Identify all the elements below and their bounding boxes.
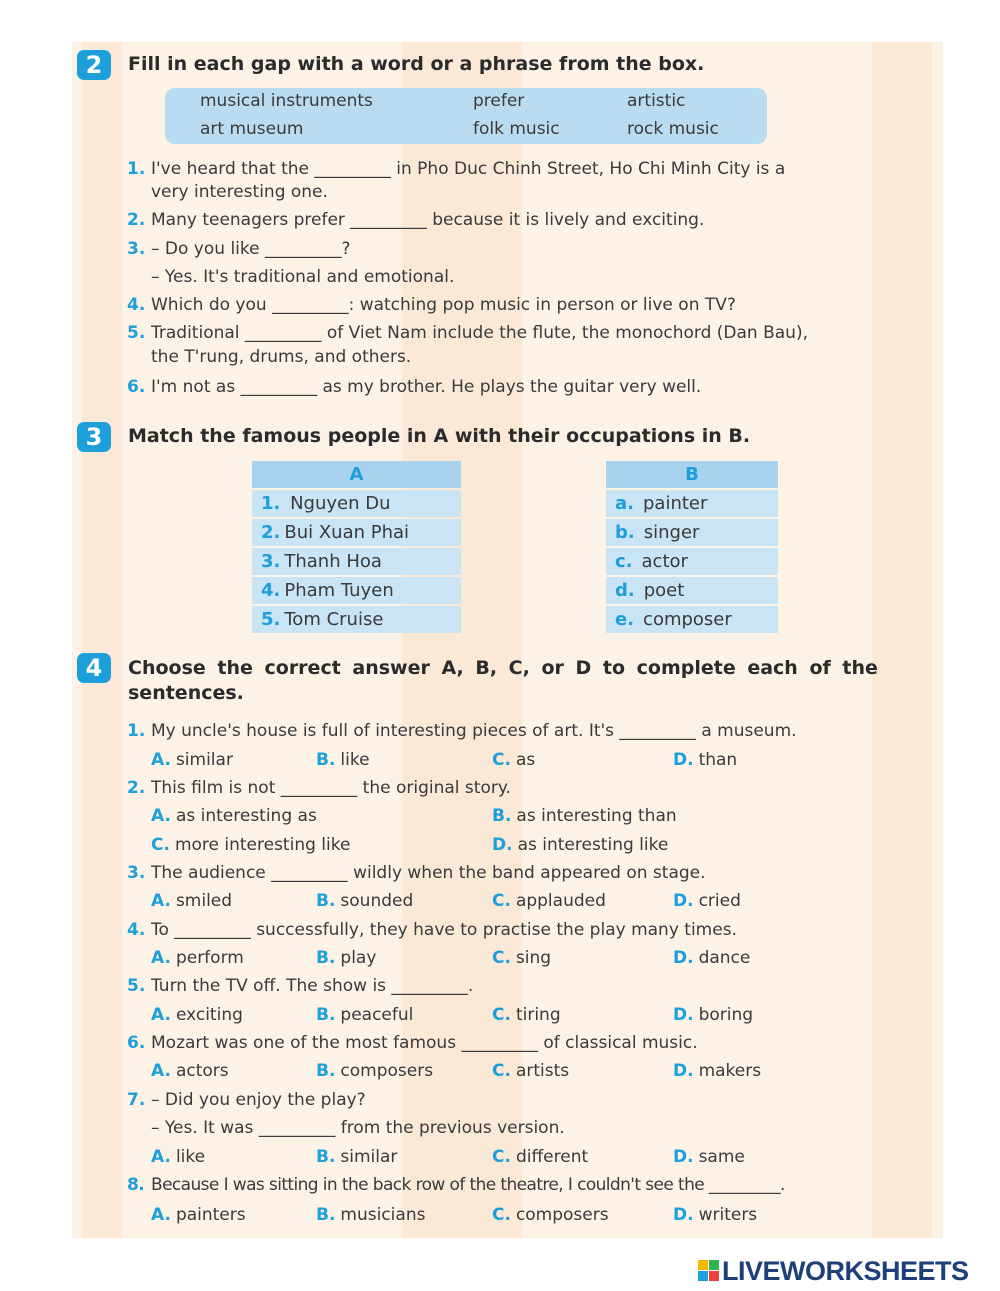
question-line bbox=[127, 1032, 698, 1054]
answer-option[interactable] bbox=[316, 1004, 413, 1026]
option-text: as bbox=[515, 750, 536, 770]
answer-option[interactable] bbox=[673, 749, 737, 771]
row-value: Thanh Hoa bbox=[284, 551, 382, 572]
question-number: 3. bbox=[127, 239, 146, 259]
answer-option[interactable] bbox=[673, 1146, 745, 1168]
question-text: – Yes. It was _________ from the previous version. bbox=[151, 1118, 565, 1138]
answer-option[interactable] bbox=[492, 947, 551, 969]
row-key: 1. bbox=[261, 493, 281, 514]
word-box-item: rock music bbox=[627, 119, 719, 139]
answer-option[interactable] bbox=[673, 1060, 761, 1082]
answer-option[interactable] bbox=[151, 1146, 205, 1168]
live-logo-icon bbox=[698, 1260, 722, 1282]
question-line bbox=[151, 1117, 565, 1139]
answer-option[interactable] bbox=[316, 890, 413, 912]
option-letter: D. bbox=[673, 891, 694, 911]
option-letter: A. bbox=[151, 948, 171, 968]
row-key: 4. bbox=[261, 580, 281, 601]
question-text: Which do you _________: watching pop music in person or live on TV? bbox=[151, 295, 736, 315]
question-text: I'm not as _________ as my brother. He plays the guitar very well. bbox=[151, 377, 702, 397]
answer-option[interactable] bbox=[316, 1204, 425, 1226]
liveworksheets-logo bbox=[698, 1256, 969, 1287]
option-letter: C. bbox=[492, 891, 511, 911]
row-value: painter bbox=[642, 493, 708, 514]
row-key: b. bbox=[615, 522, 635, 543]
row-value: singer bbox=[643, 522, 700, 543]
question-line bbox=[127, 1174, 785, 1196]
option-letter: A. bbox=[151, 891, 171, 911]
option-text: sounded bbox=[340, 891, 414, 911]
question-line bbox=[127, 777, 511, 799]
option-letter: B. bbox=[316, 1147, 336, 1167]
option-letter: D. bbox=[673, 1147, 694, 1167]
option-letter: C. bbox=[492, 1147, 511, 1167]
table-row bbox=[606, 606, 778, 633]
option-letter: B. bbox=[316, 891, 336, 911]
option-letter: C. bbox=[492, 1205, 511, 1225]
question-number: 7. bbox=[127, 1090, 146, 1110]
answer-option[interactable] bbox=[492, 890, 606, 912]
option-text: similar bbox=[340, 1147, 398, 1167]
question-line bbox=[127, 1089, 366, 1111]
option-letter: D. bbox=[673, 1005, 694, 1025]
answer-option[interactable] bbox=[492, 1060, 569, 1082]
option-letter: C. bbox=[492, 948, 511, 968]
option-text: like bbox=[340, 750, 370, 770]
option-letter: C. bbox=[492, 750, 511, 770]
table-header: A bbox=[252, 461, 461, 488]
question-text: Mozart was one of the most famous _________ of classical music. bbox=[151, 1033, 698, 1053]
question-text: Turn the TV off. The show is _________. bbox=[151, 976, 474, 996]
section-title: sentences. bbox=[128, 682, 244, 704]
question-text: very interesting one. bbox=[151, 182, 328, 202]
option-letter: A. bbox=[151, 1205, 171, 1225]
option-text: like bbox=[175, 1147, 206, 1167]
section-number-badge: 4 bbox=[77, 653, 111, 683]
question-text: My uncle's house is full of interesting pieces of art. It's _________ a museum. bbox=[151, 721, 797, 741]
question-number: 2. bbox=[127, 210, 146, 230]
table-header: B bbox=[606, 461, 778, 488]
option-letter: A. bbox=[151, 806, 171, 826]
answer-option[interactable] bbox=[492, 1004, 561, 1026]
option-text: as interesting than bbox=[516, 806, 677, 826]
question-number: 2. bbox=[127, 778, 146, 798]
answer-option[interactable] bbox=[151, 947, 244, 969]
question-line bbox=[127, 158, 785, 180]
row-key: e. bbox=[615, 609, 635, 630]
watermark bbox=[872, 42, 932, 1238]
option-text: as interesting as bbox=[175, 806, 317, 826]
option-text: play bbox=[340, 948, 377, 968]
option-text: composers bbox=[515, 1205, 609, 1225]
question-text: Because I was sitting in the back row of the theatre, I couldn't see the _________. bbox=[151, 1175, 785, 1195]
question-line bbox=[151, 181, 328, 203]
answer-option[interactable] bbox=[673, 890, 741, 912]
answer-option[interactable] bbox=[316, 947, 376, 969]
question-text: – Do you like _________? bbox=[151, 239, 351, 259]
answer-option[interactable] bbox=[151, 890, 232, 912]
row-key: d. bbox=[615, 580, 635, 601]
answer-option[interactable] bbox=[151, 749, 233, 771]
option-text: artists bbox=[515, 1061, 570, 1081]
question-number: 6. bbox=[127, 377, 146, 397]
answer-option[interactable] bbox=[673, 1004, 753, 1026]
question-line bbox=[127, 919, 737, 941]
option-text: smiled bbox=[175, 891, 233, 911]
option-letter: B. bbox=[316, 948, 336, 968]
question-text: This film is not _________ the original story. bbox=[151, 778, 511, 798]
row-value: Bui Xuan Phai bbox=[284, 522, 410, 543]
row-key: 5. bbox=[261, 609, 281, 630]
question-line bbox=[127, 209, 704, 231]
option-text: exciting bbox=[175, 1005, 243, 1025]
question-number: 1. bbox=[127, 721, 146, 741]
option-letter: B. bbox=[492, 806, 512, 826]
option-letter: A. bbox=[151, 750, 171, 770]
option-text: painters bbox=[175, 1205, 246, 1225]
option-letter: B. bbox=[316, 1005, 336, 1025]
option-text: tiring bbox=[515, 1005, 561, 1025]
option-text: than bbox=[698, 750, 738, 770]
question-number: 5. bbox=[127, 976, 146, 996]
option-text: dance bbox=[698, 948, 751, 968]
option-letter: A. bbox=[151, 1147, 171, 1167]
section-number-badge: 3 bbox=[77, 422, 111, 452]
row-value: Tom Cruise bbox=[284, 609, 384, 630]
word-box-item: art museum bbox=[200, 119, 304, 139]
option-letter: A. bbox=[151, 1005, 171, 1025]
row-value: Pham Tuyen bbox=[284, 580, 394, 601]
option-letter: B. bbox=[316, 1061, 336, 1081]
question-line bbox=[127, 862, 706, 884]
answer-option[interactable] bbox=[316, 749, 370, 771]
row-key: 3. bbox=[261, 551, 281, 572]
answer-option[interactable] bbox=[151, 805, 317, 827]
option-text: musicians bbox=[340, 1205, 426, 1225]
question-line bbox=[151, 266, 454, 288]
question-number: 4. bbox=[127, 295, 146, 315]
row-value: composer bbox=[643, 609, 732, 630]
answer-option[interactable] bbox=[673, 1204, 757, 1226]
option-text: applauded bbox=[515, 891, 606, 911]
row-key: a. bbox=[615, 493, 634, 514]
option-letter: D. bbox=[492, 835, 513, 855]
option-text: composers bbox=[340, 1061, 434, 1081]
row-value: poet bbox=[643, 580, 685, 601]
word-box-item: prefer bbox=[473, 91, 525, 111]
word-box-item: folk music bbox=[473, 119, 560, 139]
answer-option[interactable] bbox=[316, 1060, 433, 1082]
question-number: 4. bbox=[127, 920, 146, 940]
question-text: I've heard that the _________ in Pho Duc Chinh Street, Ho Chi Minh City is a bbox=[151, 159, 786, 179]
option-text: boring bbox=[698, 1005, 754, 1025]
answer-option[interactable] bbox=[151, 1060, 229, 1082]
question-number: 3. bbox=[127, 863, 146, 883]
word-box-item: artistic bbox=[627, 91, 686, 111]
option-text: perform bbox=[175, 948, 244, 968]
question-line bbox=[127, 975, 473, 997]
option-text: similar bbox=[175, 750, 233, 770]
question-line bbox=[127, 294, 736, 316]
option-letter: D. bbox=[673, 1205, 694, 1225]
option-letter: D. bbox=[673, 1061, 694, 1081]
option-text: makers bbox=[698, 1061, 762, 1081]
table-row bbox=[606, 519, 778, 546]
table-row bbox=[252, 577, 461, 604]
answer-option[interactable] bbox=[673, 947, 750, 969]
row-key: c. bbox=[615, 551, 633, 572]
option-text: different bbox=[515, 1147, 589, 1167]
question-number: 8. bbox=[127, 1175, 145, 1195]
option-letter: C. bbox=[151, 835, 170, 855]
question-text: – Did you enjoy the play? bbox=[151, 1090, 366, 1110]
option-text: same bbox=[698, 1147, 745, 1167]
question-number: 1. bbox=[127, 159, 146, 179]
answer-option[interactable] bbox=[492, 834, 668, 856]
question-number: 5. bbox=[127, 323, 146, 343]
question-text: Many teenagers prefer _________ because it is lively and exciting. bbox=[151, 210, 705, 230]
question-line bbox=[127, 322, 808, 344]
question-text: the T'rung, drums, and others. bbox=[151, 347, 412, 367]
option-letter: A. bbox=[151, 1061, 171, 1081]
row-key: 2. bbox=[261, 522, 281, 543]
option-letter: D. bbox=[673, 948, 694, 968]
row-value: actor bbox=[641, 551, 688, 572]
question-line bbox=[127, 238, 351, 260]
table-row bbox=[252, 606, 461, 633]
option-letter: B. bbox=[316, 1205, 336, 1225]
section-title: Choose the correct answer A, B, C, or D to complete each of the bbox=[128, 657, 878, 679]
row-value: Nguyen Du bbox=[284, 493, 391, 514]
question-text: The audience _________ wildly when the band appeared on stage. bbox=[151, 863, 706, 883]
table-row bbox=[252, 548, 461, 575]
logo-text: LIVEWORKSHEETS bbox=[722, 1256, 969, 1286]
answer-option[interactable] bbox=[316, 1146, 397, 1168]
table-row bbox=[252, 490, 461, 517]
question-line bbox=[127, 376, 701, 398]
option-text: peaceful bbox=[340, 1005, 414, 1025]
table-row bbox=[606, 490, 778, 517]
option-text: actors bbox=[175, 1061, 229, 1081]
option-text: sing bbox=[515, 948, 552, 968]
section-title: Fill in each gap with a word or a phrase from the box. bbox=[128, 53, 705, 75]
option-letter: C. bbox=[492, 1061, 511, 1081]
section-title: Match the famous people in A with their occupations in B. bbox=[128, 425, 751, 447]
option-text: as interesting like bbox=[517, 835, 669, 855]
option-letter: C. bbox=[492, 1005, 511, 1025]
section-number-badge: 2 bbox=[77, 50, 111, 80]
table-row bbox=[606, 548, 778, 575]
answer-option[interactable] bbox=[492, 1146, 588, 1168]
question-text: – Yes. It's traditional and emotional. bbox=[151, 267, 455, 287]
option-letter: D. bbox=[673, 750, 694, 770]
answer-option[interactable] bbox=[151, 1004, 243, 1026]
word-box-item: musical instruments bbox=[200, 91, 373, 111]
answer-option[interactable] bbox=[151, 834, 350, 856]
answer-option[interactable] bbox=[492, 805, 677, 827]
question-number: 6. bbox=[127, 1033, 146, 1053]
question-line bbox=[127, 720, 797, 742]
option-text: writers bbox=[698, 1205, 758, 1225]
table-row bbox=[606, 577, 778, 604]
answer-option[interactable] bbox=[151, 1204, 246, 1226]
option-letter: B. bbox=[316, 750, 336, 770]
table-row bbox=[252, 519, 461, 546]
question-line bbox=[151, 346, 411, 368]
answer-option[interactable] bbox=[492, 1204, 609, 1226]
question-text: To _________ successfully, they have to practise the play many times. bbox=[151, 920, 737, 940]
option-text: more interesting like bbox=[174, 835, 351, 855]
answer-option[interactable] bbox=[492, 749, 535, 771]
question-text: Traditional _________ of Viet Nam include the flute, the monochord (Dan Bau), bbox=[151, 323, 808, 343]
watermark bbox=[82, 42, 122, 1238]
option-text: cried bbox=[698, 891, 741, 911]
